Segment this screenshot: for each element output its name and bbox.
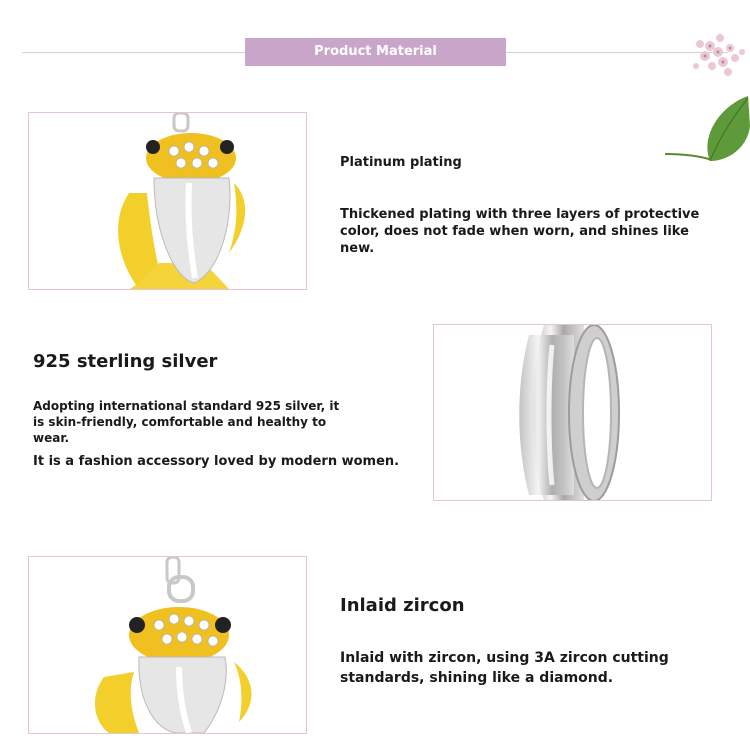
zircon-description: Inlaid with zircon, using 3A zircon cutting standards, shining like a diamond. [340, 650, 669, 686]
product-image-fish-top [28, 112, 307, 290]
silver-heading: 925 sterling silver [33, 351, 218, 372]
zircon-heading: Inlaid zircon [340, 595, 465, 616]
product-image-fish-bottom [28, 556, 307, 734]
flower-leaf-decoration [660, 26, 750, 176]
silver-spacer-ring-illustration [434, 325, 711, 500]
top-rule-left [22, 52, 245, 53]
plating-description: Thickened plating with three layers of protective color, does not fade when worn, and shines like new. [340, 207, 700, 256]
section-banner: Product Material [245, 38, 506, 66]
product-image-ring [433, 324, 712, 501]
flower-cluster [693, 34, 745, 76]
fish-charm-illustration [29, 113, 306, 289]
silver-extra-note: It is a fashion accessory loved by modern women. [33, 454, 400, 469]
fish-charm-zircon-illustration [29, 557, 306, 733]
silver-description: Adopting international standard 925 silver, it is skin-friendly, comfortable and healthy to wear. [33, 399, 340, 445]
plating-heading: Platinum plating [340, 155, 462, 170]
